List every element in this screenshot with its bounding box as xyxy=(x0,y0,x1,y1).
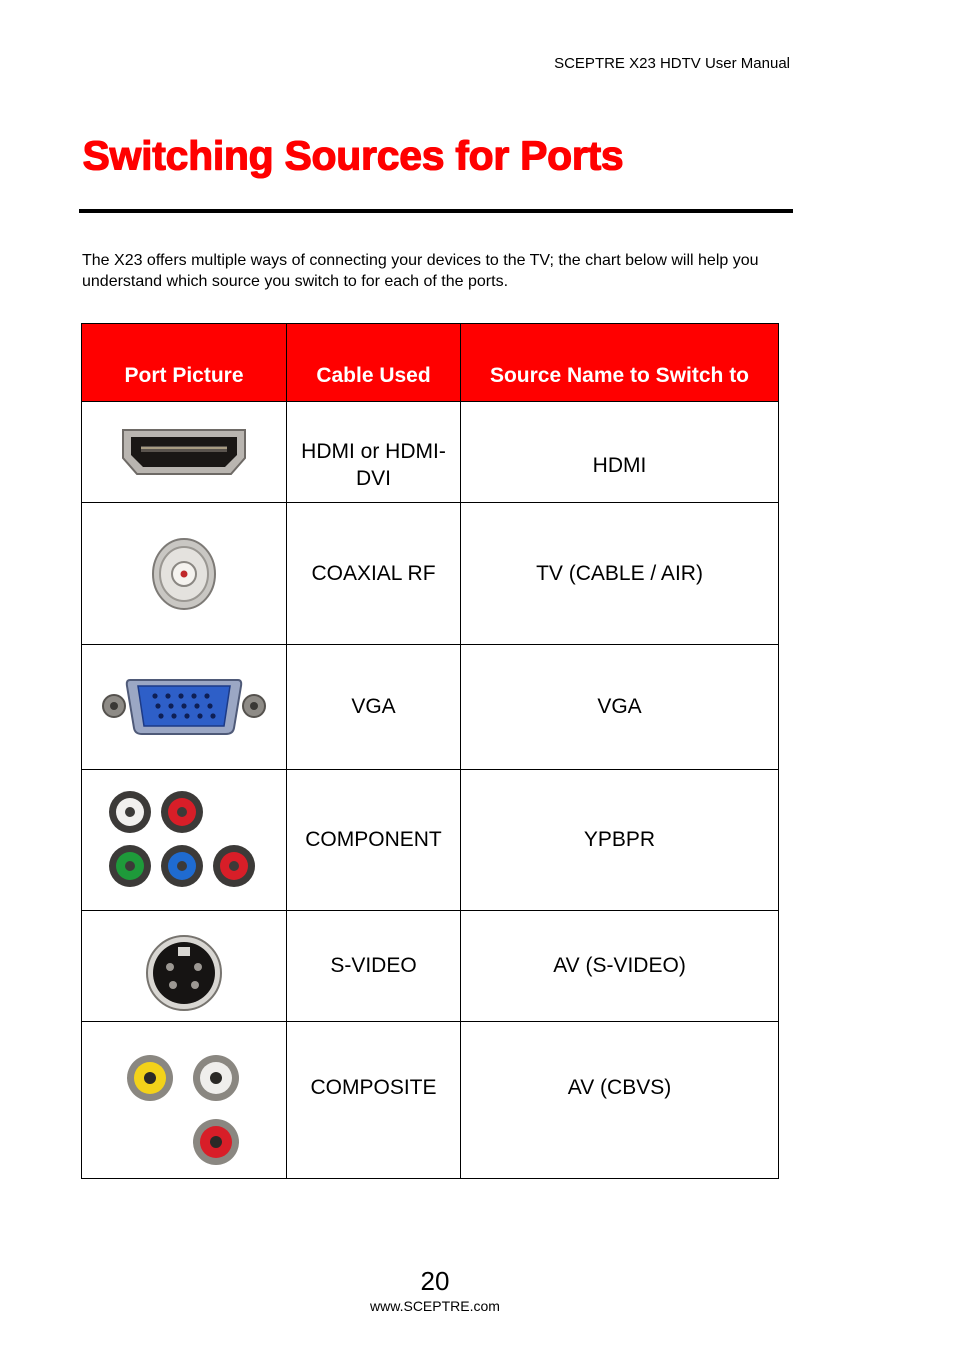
intro-paragraph: The X23 offers multiple ways of connecting your devices to the TV; the chart below will help you understand which source you switch to for each of the ports. xyxy=(82,252,759,290)
source-cell: TV (CABLE / AIR) xyxy=(461,503,779,645)
table-row xyxy=(82,770,779,911)
table-header-row xyxy=(82,324,779,402)
title-divider xyxy=(79,209,793,213)
port-picture-cell xyxy=(82,911,287,1022)
table-row xyxy=(82,503,779,645)
source-cell: YPBPR xyxy=(461,770,779,911)
port-picture-cell xyxy=(82,1022,287,1179)
website-url: www.SCEPTRE.com xyxy=(370,1298,500,1314)
port-picture-cell xyxy=(82,503,287,645)
cable-cell: COMPONENT xyxy=(287,770,461,911)
vga-port-icon xyxy=(100,676,268,738)
page-title: Switching Sources for Ports xyxy=(82,132,623,178)
table-row xyxy=(82,402,779,503)
table-row xyxy=(82,1022,779,1179)
cable-cell: COAXIAL RF xyxy=(287,503,461,645)
source-cell: AV (S-VIDEO) xyxy=(461,911,779,1022)
page-number: 20 xyxy=(420,1266,450,1296)
cable-cell: VGA xyxy=(287,645,461,770)
hdmi-port-icon xyxy=(119,424,249,480)
table-row xyxy=(82,911,779,1022)
table-row xyxy=(82,645,779,770)
port-picture-cell xyxy=(82,770,287,911)
coaxial-port-icon xyxy=(149,536,219,612)
source-cell: AV (CBVS) xyxy=(461,1022,779,1179)
component-port-icon xyxy=(104,788,264,892)
cable-cell: HDMI or HDMI-DVI xyxy=(287,402,461,503)
manual-header: SCEPTRE X23 HDTV User Manual xyxy=(554,55,790,72)
cable-cell: S-VIDEO xyxy=(287,911,461,1022)
port-picture-cell xyxy=(82,645,287,770)
source-cell: HDMI xyxy=(461,402,779,503)
header-cable-used: Cable Used xyxy=(287,324,461,402)
source-cell: VGA xyxy=(461,645,779,770)
ports-table xyxy=(81,323,779,1179)
s-video-port-icon xyxy=(144,933,224,1013)
header-port-picture: Port Picture xyxy=(82,324,287,402)
port-picture-cell xyxy=(82,402,287,503)
header-source-name: Source Name to Switch to xyxy=(461,324,779,402)
composite-port-icon xyxy=(124,1052,244,1170)
cable-cell: COMPOSITE xyxy=(287,1022,461,1179)
